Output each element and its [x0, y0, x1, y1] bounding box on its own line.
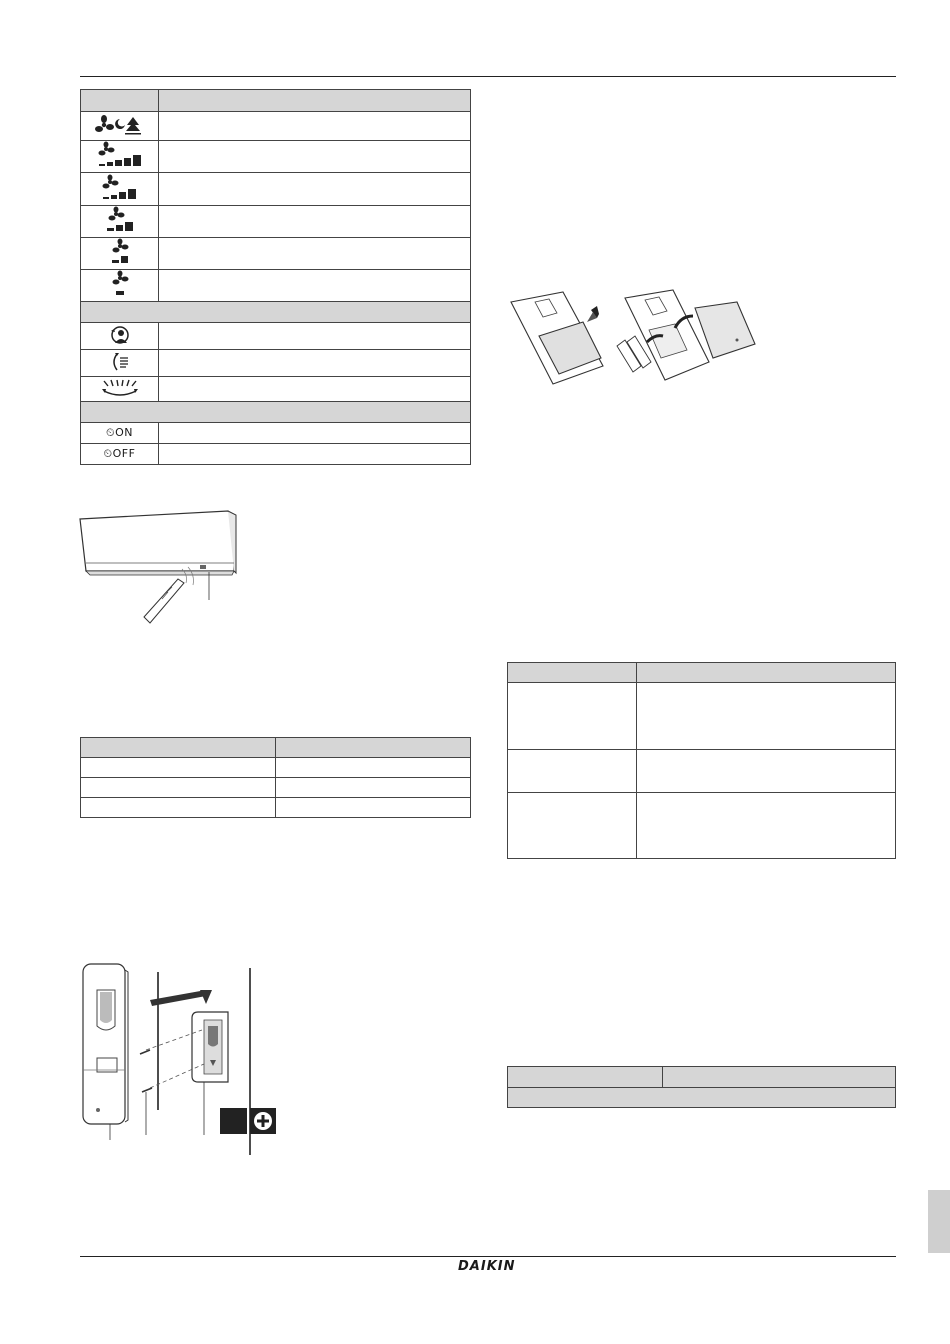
fan-speed-4-icon — [102, 175, 138, 201]
table-cell — [276, 758, 471, 778]
fan-silent-econo-icon — [95, 114, 145, 136]
battery-header-col2 — [637, 663, 896, 683]
table-cell — [81, 778, 276, 798]
battery-table-header — [508, 663, 896, 683]
table-row — [81, 798, 471, 818]
distance-header-col2 — [276, 738, 471, 758]
comfort-airflow-icon — [109, 325, 131, 345]
fan-speed-3-icon — [106, 207, 134, 233]
icon-table-header-col2 — [159, 90, 471, 112]
table-row — [81, 206, 471, 238]
table-cell — [159, 423, 471, 444]
table-row — [81, 112, 471, 141]
horizontal-swing-icon — [100, 378, 140, 398]
table-cell — [159, 270, 471, 302]
table-cell — [508, 1088, 896, 1108]
chapter-side-tab — [928, 1190, 950, 1253]
table-cell — [159, 238, 471, 270]
table-cell — [276, 798, 471, 818]
timer-on-label: ⏲ON — [81, 423, 159, 444]
table-cell — [159, 206, 471, 238]
table-cell — [159, 377, 471, 402]
section-row-airflow — [81, 302, 471, 323]
table-row — [508, 750, 896, 793]
indoor-unit-illustration — [78, 505, 248, 630]
brand-logo-text: DAIKIN — [458, 1259, 516, 1274]
bottom-rule — [80, 1256, 896, 1257]
table-cell — [159, 444, 471, 465]
section-row-timer — [81, 402, 471, 423]
table-cell — [159, 173, 471, 206]
icon-table-header — [81, 90, 471, 112]
table-cell — [159, 350, 471, 377]
top-rule — [80, 76, 896, 77]
bottom-header-col2 — [663, 1067, 896, 1088]
bottom-header-col1 — [508, 1067, 663, 1088]
table-row — [81, 444, 471, 465]
bottom-table — [507, 1066, 896, 1108]
brand-logo — [458, 1259, 520, 1275]
battery-header-col1 — [508, 663, 637, 683]
table-cell — [508, 683, 637, 750]
table-row — [81, 323, 471, 350]
distance-table — [80, 737, 471, 818]
distance-header-col1 — [81, 738, 276, 758]
table-row — [81, 238, 471, 270]
remote-holder-mounting-illustration — [80, 960, 280, 1155]
table-cell — [159, 323, 471, 350]
table-row — [81, 778, 471, 798]
table-cell — [159, 112, 471, 141]
fan-speed-5-icon — [98, 142, 142, 168]
table-row — [81, 377, 471, 402]
table-cell — [508, 793, 637, 859]
table-cell — [508, 750, 637, 793]
fan-speed-1-icon — [110, 271, 130, 297]
table-cell — [637, 750, 896, 793]
table-row — [81, 758, 471, 778]
fan-speed-2-icon — [110, 239, 130, 265]
table-row — [508, 1088, 896, 1108]
table-cell — [159, 141, 471, 173]
table-row — [81, 141, 471, 173]
icon-table — [80, 89, 471, 465]
table-row — [508, 793, 896, 859]
table-cell — [81, 758, 276, 778]
table-row — [81, 173, 471, 206]
table-cell — [81, 798, 276, 818]
table-cell — [637, 793, 896, 859]
table-row — [508, 683, 896, 750]
battery-replacement-illustration — [505, 288, 765, 388]
table-cell — [276, 778, 471, 798]
battery-table — [507, 662, 896, 859]
bottom-table-header — [508, 1067, 896, 1088]
timer-off-label: ⏲OFF — [81, 444, 159, 465]
vertical-swing-icon — [109, 352, 131, 372]
table-cell — [637, 683, 896, 750]
table-row — [81, 350, 471, 377]
table-row — [81, 423, 471, 444]
table-row — [81, 270, 471, 302]
distance-table-header — [81, 738, 471, 758]
icon-table-header-col1 — [81, 90, 159, 112]
